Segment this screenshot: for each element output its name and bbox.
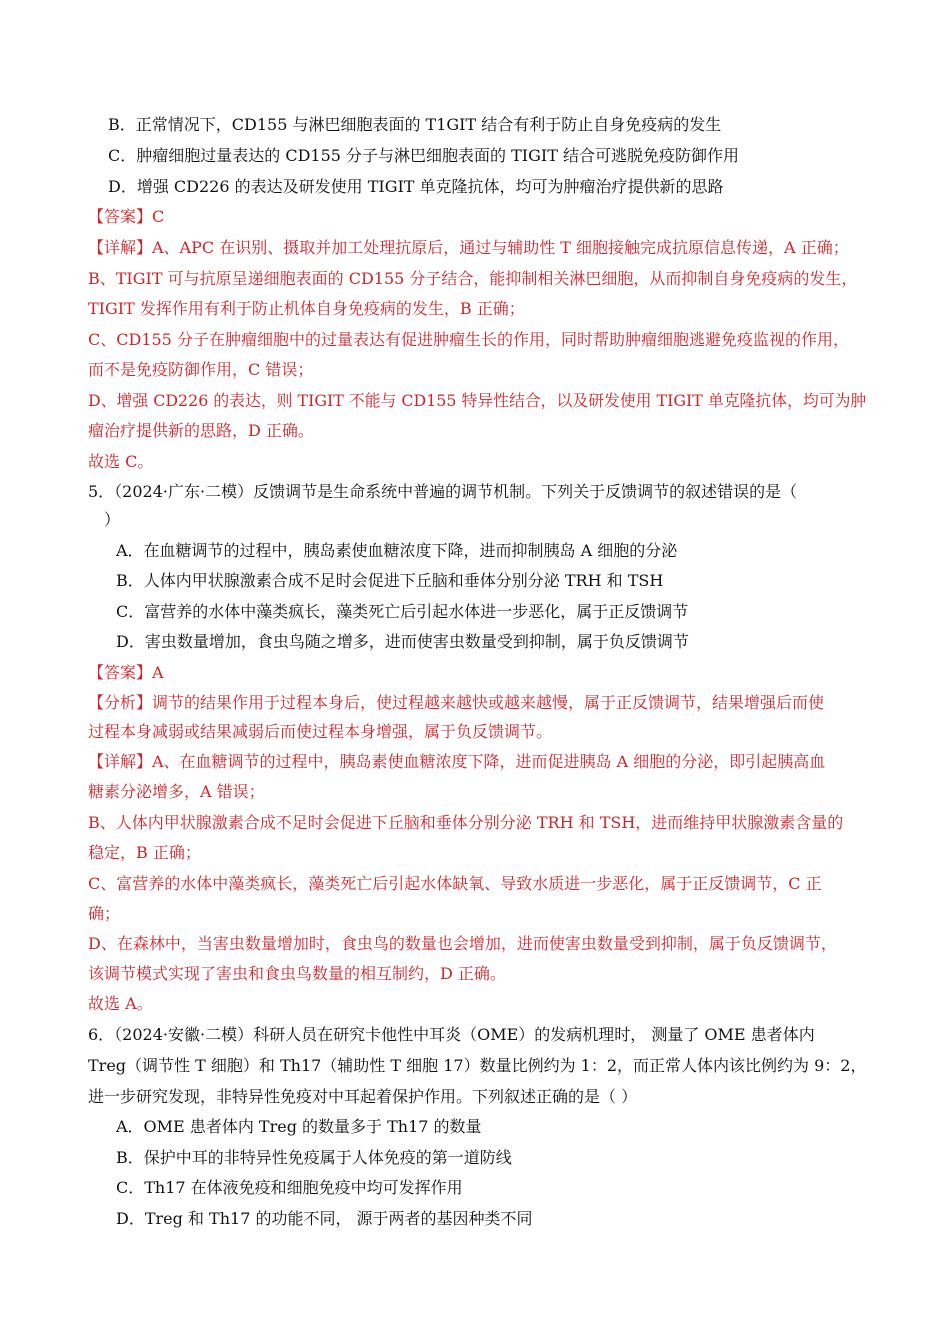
q6-stem: 6．（2024·安徽·二模）科研人员在研究卡他性中耳炎（OME）的发病机理时， 测量了 OME 患者体内 xyxy=(88,1025,815,1044)
q5-option-b: B．人体内甲状腺激素合成不足时会促进下丘脑和垂体分别分泌 TRH 和 TSH xyxy=(116,571,664,590)
q4-explanation-line: C、CD155 分子在肿瘤细胞中的过量表达有促进肿瘤生长的作用，同时帮助肿瘤细胞逃避免疫监视的作用， xyxy=(88,330,849,349)
q5-option-d: D．害虫数量增加，食虫鸟随之增多，进而使害虫数量受到抑制，属于负反馈调节 xyxy=(116,632,689,651)
q5-option-a: A．在血糖调节的过程中，胰岛素使血糖浓度下降，进而抑制胰岛 A 细胞的分泌 xyxy=(116,541,678,560)
q4-explanation-line: B、TIGIT 可与抗原呈递细胞表面的 CD155 分子结合，能抑制相关淋巴细胞，从而抑制自身免疫病的发生， xyxy=(88,269,858,288)
q5-explanation-line: 该调节模式实现了害虫和食虫鸟数量的相互制约，D 正确。 xyxy=(88,964,506,983)
q4-explanation-line: 而不是免疫防御作用，C 错误； xyxy=(88,360,314,379)
q5-analysis-line: 【分析】调节的结果作用于过程本身后，使过程越来越快或越来越慢，属于正反馈调节，结果增强后而使 xyxy=(88,693,825,712)
q6-option-a: A．OME 患者体内 Treg 的数量多于 Th17 的数量 xyxy=(116,1117,482,1136)
q6-option-d: D．Treg 和 Th17 的功能不同， 源于两者的基因种类不同 xyxy=(116,1209,533,1228)
q5-explanation-line: 确； xyxy=(88,904,121,923)
q6-option-c: C．Th17 在体液免疫和细胞免疫中均可发挥作用 xyxy=(116,1178,463,1197)
q4-option-d: D．增强 CD226 的表达及研发使用 TIGIT 单克隆抗体，均可为肿瘤治疗提供新的思路 xyxy=(108,177,724,196)
q4-explanation-line: D、增强 CD226 的表达，则 TIGIT 不能与 CD155 特异性结合，以及研发使用 TIGIT 单克隆抗体，均可为肿 xyxy=(88,391,867,410)
q5-explanation-line: 稳定，B 正确； xyxy=(88,843,201,862)
q4-answer: 【答案】C xyxy=(88,207,165,226)
q4-explanation-line: 【详解】A、APC 在识别、摄取并加工处理抗原后，通过与辅助性 T 细胞接触完成抗原信息传递，A 正确； xyxy=(88,238,849,257)
q6-stem-continued: Treg（调节性 T 细胞）和 Th17（辅助性 T 细胞 17）数量比例约为 1：2，而正常人体内该比例约为 9：2， xyxy=(88,1056,867,1075)
q5-explanation-line: B、人体内甲状腺激素合成不足时会促进下丘脑和垂体分别分泌 TRH 和 TSH，进而维持甲状腺激素含量的 xyxy=(88,813,844,832)
q5-answer: 【答案】A xyxy=(88,663,164,682)
q4-option-b: B．正常情况下，CD155 与淋巴细胞表面的 T1GIT 结合有利于防止自身免疫病的发生 xyxy=(108,115,722,134)
q5-explanation-line: D、在森林中，当害虫数量增加时，食虫鸟的数量也会增加，进而使害虫数量受到抑制，属于负反馈调节， xyxy=(88,934,837,953)
q5-stem: 5．（2024·广东·二模）反馈调节是生命系统中普遍的调节机制。下列关于反馈调节的叙述错误的是（ xyxy=(88,482,798,501)
q5-option-c: C．富营养的水体中藻类疯长，藻类死亡后引起水体进一步恶化，属于正反馈调节 xyxy=(116,602,689,621)
q5-analysis-line: 过程本身减弱或结果减弱后而使过程本身增强，属于负反馈调节。 xyxy=(88,722,553,741)
q6-stem-continued: 进一步研究发现，非特异性免疫对中耳起着保护作用。下列叙述正确的是（ ） xyxy=(88,1087,638,1106)
q5-conclusion: 故选 A。 xyxy=(88,994,153,1013)
q6-option-b: B．保护中耳的非特异性免疫属于人体免疫的第一道防线 xyxy=(116,1148,512,1167)
q4-explanation-line: TIGIT 发挥作用有利于防止机体自身免疫病的发生，B 正确； xyxy=(88,299,525,318)
q5-explanation-line: 【详解】A、在血糖调节的过程中，胰岛素使血糖浓度下降，进而促进胰岛 A 细胞的分泌，即引起胰高血 xyxy=(88,752,826,771)
q5-explanation-line: C、富营养的水体中藻类疯长，藻类死亡后引起水体缺氧、导致水质进一步恶化，属于正反馈调节，C 正 xyxy=(88,874,822,893)
q5-explanation-line: 糖素分泌增多，A 错误； xyxy=(88,782,265,801)
q4-explanation-line: 瘤治疗提供新的思路，D 正确。 xyxy=(88,421,314,440)
q5-stem-continued: ） xyxy=(104,510,121,529)
q4-option-c: C．肿瘤细胞过量表达的 CD155 分子与淋巴细胞表面的 TIGIT 结合可逃脱免疫防御作用 xyxy=(108,146,739,165)
q4-conclusion: 故选 C。 xyxy=(88,452,154,471)
